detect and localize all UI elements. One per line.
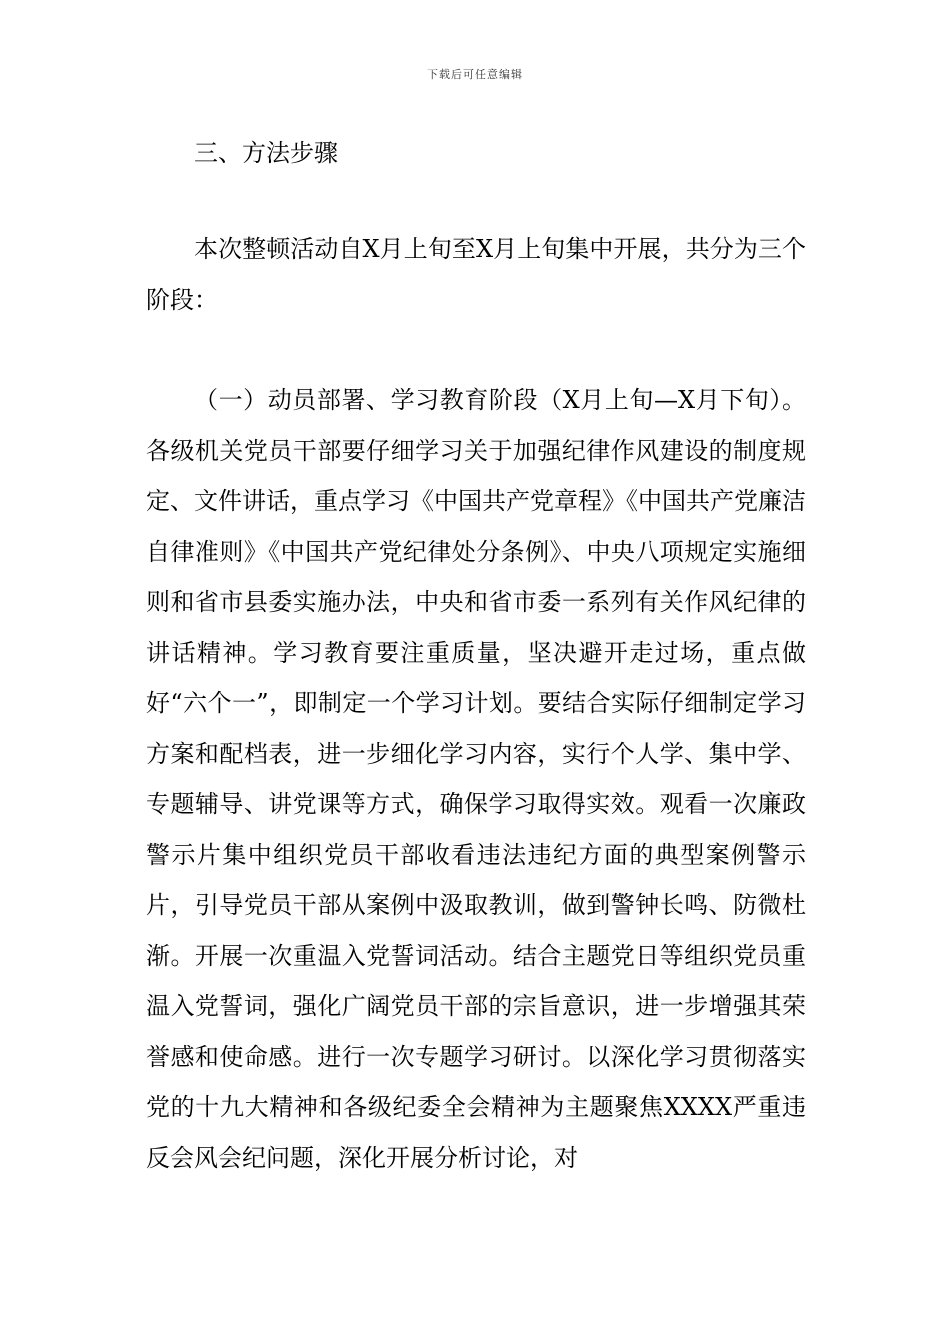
- document-body: [146, 128, 806, 1183]
- page-header-note: 下载后可任意编辑: [427, 68, 523, 81]
- section-heading: 三、方法步骤: [194, 139, 338, 167]
- paragraph-intro: 本次整顿活动自X月上旬至X月上旬集中开展，共分为三个阶段：: [146, 235, 806, 314]
- paragraph-stage-one: （一）动员部署、学习教育阶段（X月上旬—X月下旬）。各级机关党员干部要仔细学习关于加强纪律作风建设的制度规定、文件讲话，重点学习《中国共产党章程》《中国共产党廉洁自律准则》《中国共产党纪律处分条例》、中央八项规定实施细则和省市县委实施办法，中央和省市委一系列有关作风纪律的讲话精神。学习教育要注重质量，坚决避开走过场，重点做好“六个一”，即制定一个学习计划。要结合实际仔细制定学习方案和配档表，进一步细化学习内容，实行个人学、集中学、专题辅导、讲党课等方式，确保学习取得实效。观看一次廉政警示片集中组织党员干部收看违法违纪方面的典型案例警示片，引导党员干部从案例中汲取教训，做到警钟长鸣、防微杜渐。开展一次重温入党誓词活动。结合主题党日等组织党员重温入党誓词，强化广阔党员干部的宗旨意识，进一步增强其荣誉感和使命感。进行一次专题学习研讨。以深化学习贯彻落实党的十九大精神和各级纪委全会精神为主题聚焦XXXX严重违反会风会纪问题，深化开展分析讨论，对: [146, 386, 806, 1172]
